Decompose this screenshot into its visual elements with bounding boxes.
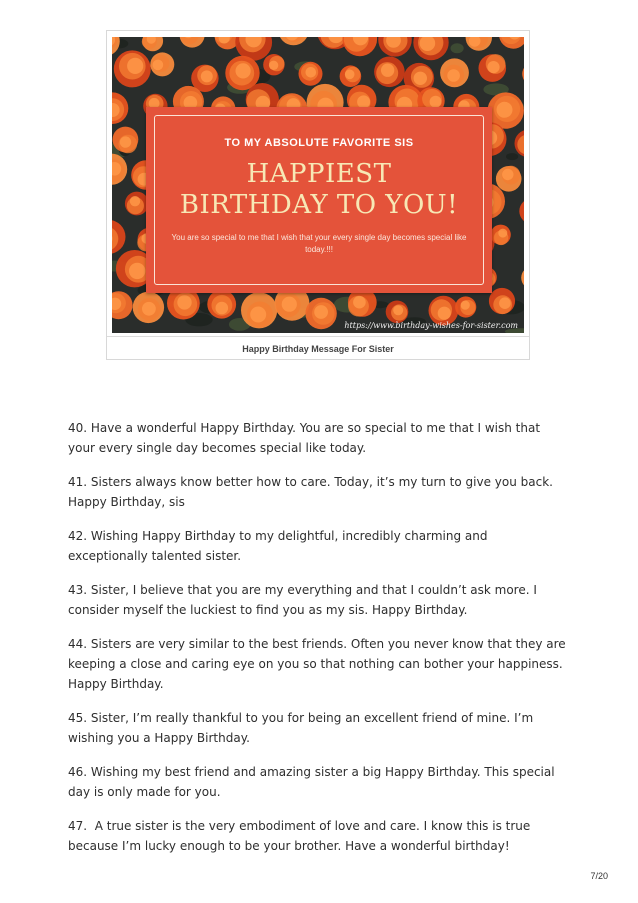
card-message: You are so special to me that I wish that your every single day becomes special like today.!!! [171,233,467,254]
marigold-flower [374,57,405,88]
wish-item-45: 45. Sister, I’m really thankful to you for being an excellent friend of mine. I’m wishing you a Happy Birthday. [68,711,538,745]
wish-item-41: 41. Sisters always know better how to care. Today, it’s my turn to give you back. Happy Birthday, sis [68,475,557,509]
marigold-flower [112,154,127,185]
birthday-card-figure [106,30,530,360]
marigold-flower [496,166,522,192]
page-number: 7/20 [590,871,608,881]
marigold-flower [112,291,133,319]
marigold-flower [299,62,323,86]
marigold-flower [340,65,362,87]
card-title-line1: HAPPIEST [246,159,392,189]
marigold-flower [278,37,308,45]
marigold-flower [343,37,378,56]
wishes-list [68,418,568,870]
marigold-flower [386,301,409,324]
marigold-flower [263,54,284,75]
wish-item-40: 40. Have a wonderful Happy Birthday. You are so special to me that I wish that your every single day becomes special like today. [68,421,544,455]
marigold-flower [519,198,524,223]
wish-item-44: 44. Sisters are very similar to the best friends. Often you never know that they are keeping a close and caring eye on you so that nothing can bother your happiness. Happy Birthday. [68,637,570,691]
marigold-flower [413,37,448,60]
card-title [146,159,492,221]
greeting-card [146,107,492,293]
marigold-flower [112,92,128,124]
marigold-flower [142,37,163,51]
marigold-flower [207,290,236,319]
marigold-flower [479,54,507,82]
marigold-flower [378,37,412,57]
marigold-flower [305,298,336,329]
marigold-flower [455,296,476,317]
marigold-flower [440,58,469,87]
marigold-flower [112,220,126,254]
marigold-photo [112,37,524,333]
caption-divider [107,336,529,337]
image-watermark: https://www.birthday-wishes-for-sister.com [344,321,518,330]
wish-item-43: 43. Sister, I believe that you are my everything and that I couldn’t ask more. I consider myself the luckiest to find you as my sis. Happy Birthday. [68,583,541,617]
marigold-flower [150,52,174,76]
marigold-flower [515,130,525,157]
marigold-flower [499,37,524,49]
marigold-flower [133,292,164,323]
card-title-line2: BIRTHDAY TO YOU! [179,190,459,220]
marigold-flower [521,267,524,290]
marigold-flower [114,50,151,87]
wish-item-47: 47. A true sister is the very embodiment of love and care. I know this is true because I’m lucky enough to be your brother. Have a wonderful birthday! [68,819,535,853]
marigold-flower [522,63,524,86]
marigold-flower [466,37,492,51]
marigold-flower [241,292,277,328]
marigold-flower [489,288,515,314]
wish-item-46: 46. Wishing my best friend and amazing sister a big Happy Birthday. This special day is only made for you. [68,765,559,799]
marigold-flower [112,37,120,56]
wish-item-42: 42. Wishing Happy Birthday to my delightful, incredibly charming and exceptionally talented sister. [68,529,492,563]
figure-caption: Happy Birthday Message For Sister [242,344,394,354]
card-kicker: TO MY ABSOLUTE FAVORITE SIS [224,137,414,149]
marigold-flower [180,37,205,48]
